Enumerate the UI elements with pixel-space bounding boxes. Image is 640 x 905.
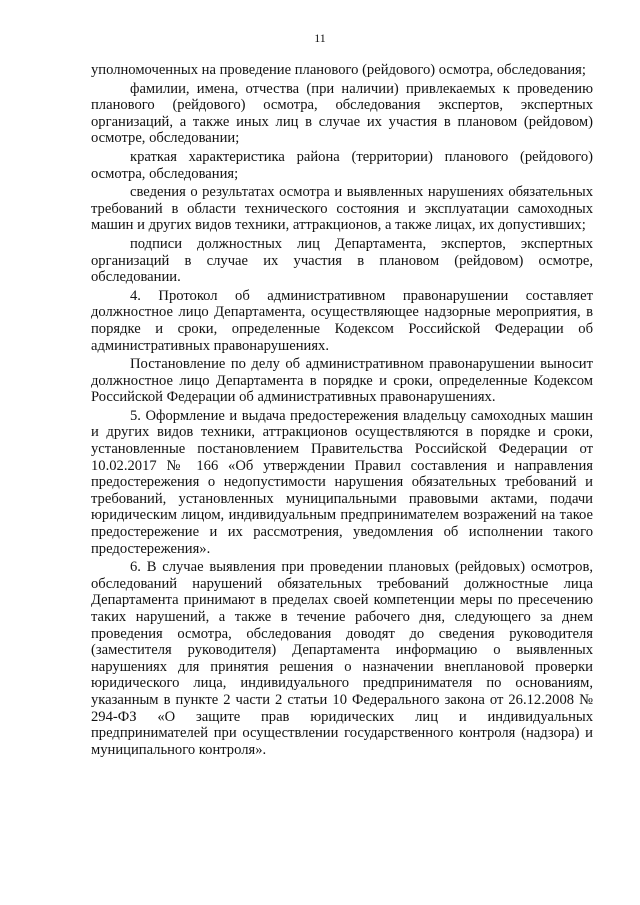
- paragraph-inspection-results: сведения о результатах осмотра и выявленных нарушениях обязательных требований в области технического состояния и эксплуатации самоходных машин и других видов техники, аттракционов, а также лицах, их допустивших;: [91, 184, 593, 234]
- page-number: 11: [314, 31, 326, 45]
- paragraph-item-6-violations: 6. В случае выявления при проведении плановых (рейдовых) осмотров, обследований нарушений обязательных требований должностные лица Департамента принимают в пределах своей компетенции меры по пресечению таких нарушений, а также в течение рабочего дня, следующего за днем проведения осмотра, обследования доводят до сведения руководителя (заместителя руководителя) Департамента информацию о выявленных нарушениях для принятия решения о назначении внеплановой проверки юридического лица, индивидуального предпринимателя по основаниям, указанным в пункте 2 части 2 статьи 10 Федерального закона от 26.12.2008 № 294-ФЗ «О защите прав юридических лиц и индивидуальных предпринимателей при осуществлении государственного контроля (надзора) и муниципального контроля».: [91, 559, 593, 758]
- paragraph-signatures: подписи должностных лиц Департамента, экспертов, экспертных организаций в случае их участия в плановом (рейдовом) осмотре, обследовании.: [91, 235, 593, 286]
- document-body: [91, 62, 593, 760]
- paragraph-item-4-protocol: 4. Протокол об административном правонарушении составляет должностное лицо Департамента, осуществляющее надзорные мероприятия, в порядке и сроки, определенные Кодексом Российской Федерации об административных правонарушениях.: [91, 287, 593, 354]
- paragraph-experts: фамилии, имена, отчества (при наличии) привлекаемых к проведению планового (рейдового) осмотра, обследования экспертов, экспертных организаций, а также иных лиц в случае их участия в плановом (рейдовом) осмотре, обследовании;: [91, 80, 593, 147]
- paragraph-area-description: краткая характеристика района (территории) планового (рейдового) осмотра, обследования;: [91, 148, 593, 182]
- paragraph-continuation: уполномоченных на проведение планового (рейдового) осмотра, обследования;: [91, 62, 586, 78]
- paragraph-item-5-warning: 5. Оформление и выдача предостережения владельцу самоходных машин и других видов техники, аттракционов осуществляются в порядке и сроки, установленные постановлением Правительства Российской Федерации от 10.02.2017 № 166 «Об утверждении Правил составления и направления предостережения о недопустимости нарушения обязательных требований и требований, установленных муниципальными правовыми актами, подачи юридическим лицом, индивидуальным предпринимателем возражений на такое предостережение и их рассмотрения, уведомления об исполнении такого предостережения».: [91, 407, 593, 557]
- paragraph-resolution: Постановление по делу об административном правонарушении выносит должностное лицо Департамента в порядке и сроки, определенные Кодексом Российской Федерации об административных правонарушениях.: [91, 356, 593, 406]
